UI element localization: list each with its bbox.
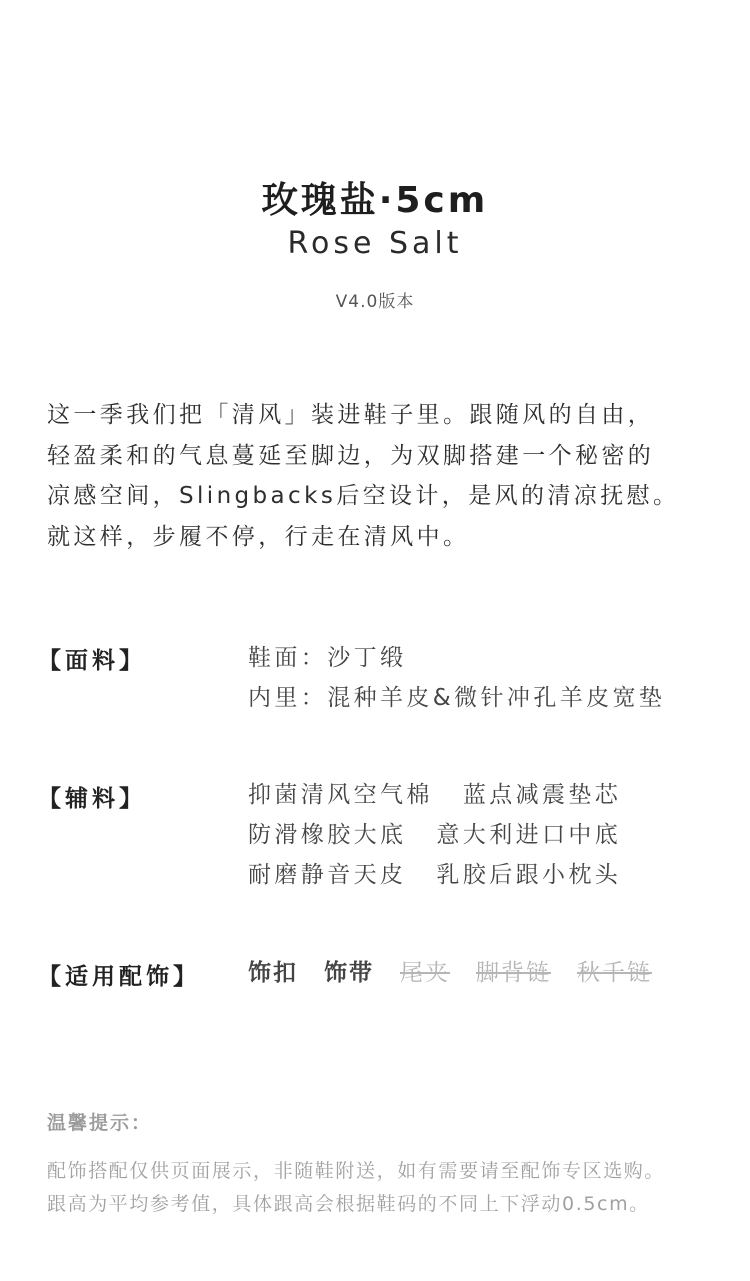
material-item: 意大利进口中底 — [436, 822, 622, 848]
materials-row — [248, 775, 621, 815]
product-subtitle: Rose Salt — [287, 226, 463, 261]
version-label: V4.0版本 — [335, 292, 415, 312]
intro-line: 这一季我们把「清风」装进鞋子里。跟随风的自由， — [47, 402, 655, 428]
accessory-item-buckle: 饰扣 — [248, 960, 298, 986]
intro-line: 轻盈柔和的气息蔓延至脚边，为双脚搭建一个秘密的 — [47, 442, 655, 469]
material-item: 乳胶后跟小枕头 — [436, 862, 622, 888]
intro-paragraph — [47, 395, 712, 557]
material-item: 蓝点减震垫芯 — [462, 782, 622, 808]
materials-label: 【辅料】 — [38, 786, 146, 812]
fabric-upper: 鞋面：沙丁缎 — [248, 645, 407, 671]
accessories-label: 【适用配饰】 — [38, 964, 200, 990]
materials-row — [248, 855, 621, 895]
material-item: 防滑橡胶大底 — [248, 822, 407, 848]
notice-line: 配饰搭配仅供页面展示，非随鞋附送，如有需要请至配饰专区选购。 — [47, 1160, 666, 1182]
material-item: 耐磨静音天皮 — [248, 862, 407, 888]
accessory-item-clip: 尾夹 — [400, 960, 450, 986]
fabric-label: 【面料】 — [38, 648, 146, 674]
accessory-item-strap: 饰带 — [324, 960, 374, 986]
materials-row — [248, 815, 621, 855]
intro-line: 凉感空间，Slingbacks后空设计，是风的清凉抚慰。 — [47, 483, 680, 509]
accessory-item-instep-chain: 脚背链 — [476, 960, 551, 986]
material-item: 抑菌清风空气棉 — [248, 782, 433, 808]
fabric-details — [248, 638, 665, 718]
notice-title: 温馨提示： — [47, 1112, 153, 1134]
notice-line: 跟高为平均参考值，具体跟高会根据鞋码的不同上下浮动0.5cm。 — [47, 1193, 650, 1215]
materials-details — [248, 775, 621, 895]
notice-body — [47, 1155, 712, 1221]
accessories-list — [248, 953, 678, 993]
product-title: 玫瑰盐·5cm — [261, 180, 489, 221]
fabric-lining: 内里：混种羊皮&微针冲孔羊皮宽垫 — [248, 685, 666, 711]
accessory-item-swing-chain: 秋千链 — [577, 960, 652, 986]
intro-line: 就这样，步履不停，行走在清风中。 — [47, 523, 470, 550]
